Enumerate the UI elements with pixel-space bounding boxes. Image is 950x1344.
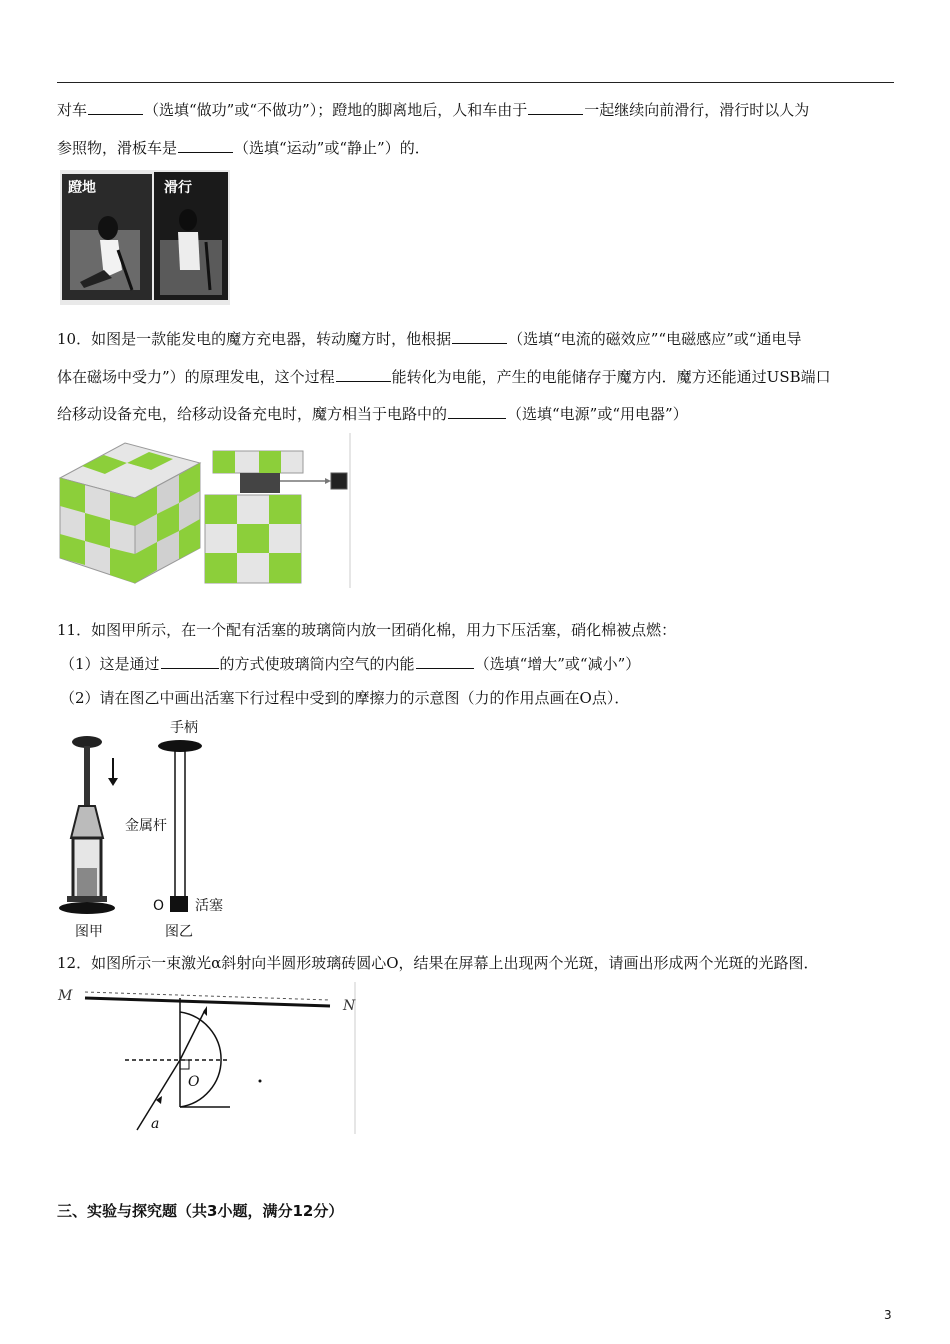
label-o: O [188, 1074, 200, 1090]
q9-text-d: 参照物，滑板车是 [57, 139, 178, 157]
label-figure-a: 图甲 [75, 924, 103, 940]
q11-line-2 [60, 654, 640, 674]
section-3-heading: 三、实验与探究题（共3小题，满分12分） [57, 1202, 344, 1220]
q11-text-c: （选填“增大”或“减小”） [474, 655, 641, 673]
answer-blank[interactable] [336, 367, 391, 382]
label-metal-rod: 金属杆 [125, 818, 167, 834]
label-alpha: a [151, 1116, 160, 1132]
q11-text-a: （1）这是通过 [60, 655, 160, 673]
q10-text-e: 给移动设备充电，给移动设备充电时，魔方相当于电路中的 [57, 405, 448, 423]
scooter-photo [60, 170, 230, 305]
q11-text-b: 的方式使玻璃筒内空气的内能 [219, 655, 415, 673]
photo-label-left: 蹬地 [68, 180, 96, 196]
answer-blank[interactable] [452, 329, 507, 344]
cube-right [205, 451, 347, 583]
q10-line-1 [57, 329, 801, 349]
rubiks-cube-charger-figure [55, 433, 355, 588]
answer-blank[interactable] [161, 654, 219, 669]
q9-text-c: 一起继续向前滑行，滑行时以人为 [584, 101, 810, 119]
page-number: 3 [884, 1308, 892, 1322]
q10-text-f: （选填“电源”或“用电器”） [507, 405, 688, 423]
header-rule [57, 82, 894, 83]
answer-blank[interactable] [448, 404, 506, 419]
cube-left [60, 443, 200, 583]
q9-text-b: （选填“做功”或“不做功”）；蹬地的脚离地后，人和车由于 [144, 101, 528, 119]
semicircle-glass-figure [55, 982, 360, 1134]
label-point-o: O [153, 898, 165, 914]
q10-text-c: 体在磁场中受力”）的原理发电，这个过程 [57, 368, 335, 386]
q10-text-d: 能转化为电能，产生的电能储存于魔方内．魔方还能通过USB端口 [391, 368, 831, 386]
figure-a-apparatus [59, 736, 118, 914]
answer-blank[interactable] [88, 100, 143, 115]
piston-cylinder-figure [55, 718, 245, 943]
label-figure-b: 图乙 [165, 924, 193, 940]
answer-blank[interactable] [416, 654, 474, 669]
label-piston: 活塞 [195, 898, 223, 914]
q9-line-1 [57, 100, 809, 120]
q9-text-a: 对车 [57, 101, 88, 119]
q11-line-3: （2）请在图乙中画出活塞下行过程中受到的摩擦力的示意图（力的作用点画在O点）． [60, 689, 630, 707]
q10-line-2 [57, 367, 831, 387]
label-m: M [58, 988, 73, 1004]
label-n: N [343, 998, 356, 1014]
photo-label-right: 滑行 [164, 180, 192, 196]
q9-text-e: （选填“运动”或“静止”）的． [234, 139, 430, 157]
q12-text: 12．如图所示一束激光α斜射向半圆形玻璃砖圆心O，结果在屏幕上出现两个光斑，请画出形成两个光斑的光路图． [57, 954, 819, 972]
q10-text-b: （选填“电流的磁效应”“电磁感应”或“通电导 [508, 330, 802, 348]
label-handle: 手柄 [170, 720, 198, 736]
q10-text-a: 10．如图是一款能发电的魔方充电器，转动魔方时，他根据 [57, 330, 452, 348]
q10-line-3 [57, 404, 688, 424]
answer-blank[interactable] [178, 138, 233, 153]
answer-blank[interactable] [528, 100, 583, 115]
q9-line-2 [57, 138, 430, 158]
q11-line-1: 11．如图甲所示，在一个配有活塞的玻璃筒内放一团硝化棉，用力下压活塞，硝化棉被点燃： [57, 621, 677, 639]
